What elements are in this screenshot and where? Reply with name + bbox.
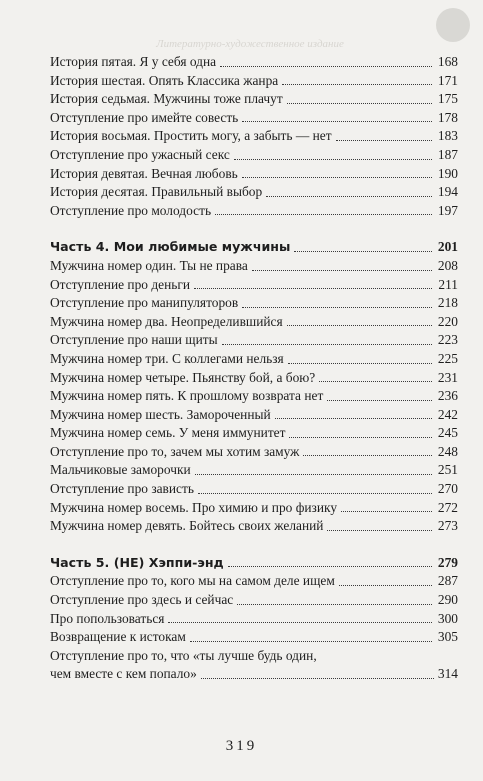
- part-title: Часть 5. (НЕ) Хэппи-энд: [50, 554, 224, 570]
- page-ref: 168: [437, 54, 458, 69]
- entry-title: Мальчиковые заморочки: [50, 462, 191, 478]
- toc-entry: [50, 294, 458, 313]
- dot-leader: [319, 381, 432, 382]
- page-ref: 220: [437, 313, 458, 329]
- dot-leader: [222, 344, 432, 345]
- page-ref: 225: [437, 350, 458, 366]
- page-ref: 194: [437, 184, 458, 200]
- page-number: 319: [225, 738, 258, 754]
- page-ref: 218: [437, 295, 458, 311]
- entry-title: Мужчина номер один. Ты не права: [50, 257, 248, 273]
- entry-title: История пятая. Я у себя одна: [50, 54, 217, 69]
- entry-title: История восьмая. Простить могу, а забыть — нет: [50, 128, 332, 144]
- page-ref: 245: [437, 425, 458, 441]
- page-ref: 190: [437, 165, 458, 181]
- toc-entry: [50, 461, 458, 480]
- toc-entry: [50, 257, 458, 276]
- page-ref: 223: [437, 332, 458, 348]
- toc-entry: [50, 313, 458, 332]
- toc-entry: [50, 369, 458, 388]
- dot-leader: [303, 455, 432, 456]
- toc-entry: [50, 591, 458, 610]
- page-ref: 171: [437, 72, 458, 88]
- dot-leader: [282, 84, 432, 85]
- toc-entry: [50, 387, 458, 406]
- entry-title: История шестая. Опять Классика жанра: [50, 72, 279, 88]
- dot-leader: [242, 177, 432, 178]
- page-ref: 314: [437, 666, 458, 682]
- toc-entry: [50, 406, 458, 425]
- entry-title: Мужчина номер четыре. Пьянству бой, а бою?: [50, 369, 316, 385]
- entry-title: Отступление про имейте совесть: [50, 109, 239, 125]
- page-ref: 248: [437, 443, 458, 459]
- entry-title: Мужчина номер восемь. Про химию и про физику: [50, 499, 338, 515]
- toc-entry: [50, 276, 458, 295]
- page-ref: 208: [437, 257, 458, 273]
- page-ref: 231: [437, 369, 458, 385]
- table-of-contents: [50, 53, 458, 684]
- toc-entry: [50, 183, 458, 202]
- toc-group-part3-tail: [50, 53, 458, 220]
- toc-entry-two-line: [50, 647, 458, 684]
- toc-entry: [50, 146, 458, 165]
- entry-title: Мужчина номер два. Неопределившийся: [50, 313, 283, 329]
- dot-leader: [289, 437, 432, 438]
- toc-entry: [50, 499, 458, 518]
- toc-entry: [50, 517, 458, 536]
- entry-title: Мужчина номер девять. Бойтесь своих желаний: [50, 518, 324, 534]
- dot-leader: [287, 103, 432, 104]
- dot-leader: [275, 418, 432, 419]
- dot-leader: [266, 196, 432, 197]
- page-ref: 290: [437, 592, 458, 608]
- dot-leader: [287, 325, 432, 326]
- toc-entry: [50, 109, 458, 128]
- page-ref: 187: [437, 146, 458, 162]
- publisher-seal-mark: [436, 8, 470, 42]
- toc-entry: [50, 480, 458, 499]
- dot-leader: [339, 585, 432, 586]
- entry-title: Отступление про деньги: [50, 276, 191, 292]
- dot-leader: [228, 566, 432, 567]
- page-ref: 270: [437, 481, 458, 497]
- entry-title: Мужчина номер три. С коллегами нельзя: [50, 350, 284, 366]
- dot-leader: [198, 493, 432, 494]
- toc-entry: [50, 72, 458, 91]
- toc-group-part4: [50, 257, 458, 536]
- page-ref: 305: [437, 629, 458, 645]
- toc-entry: [50, 53, 458, 72]
- dot-leader: [237, 604, 432, 605]
- entry-title: Мужчина номер шесть. Замороченный: [50, 406, 271, 422]
- dot-leader: [201, 678, 434, 679]
- toc-entry: [50, 628, 458, 647]
- dot-leader: [195, 474, 432, 475]
- entry-title: Отступление про зависть: [50, 481, 194, 497]
- entry-title: Мужчина номер семь. У меня иммунитет: [50, 425, 286, 441]
- toc-group-part5: [50, 572, 458, 646]
- page-ref: 242: [437, 406, 458, 422]
- dot-leader: [220, 66, 432, 67]
- entry-title: Отступление про то, кого мы на самом деле ищем: [50, 573, 335, 589]
- dot-leader: [327, 530, 432, 531]
- page-ref: 183: [437, 128, 458, 144]
- page-ref: 175: [437, 91, 458, 107]
- entry-title: История девятая. Вечная любовь: [50, 165, 238, 181]
- entry-title: Мужчина номер пять. К прошлому возврата нет: [50, 388, 324, 404]
- bleed-through-text: Литературно-художественное издание: [156, 38, 344, 50]
- entry-title: Про попользоваться: [50, 610, 165, 626]
- toc-entry: [50, 127, 458, 146]
- dot-leader: [294, 251, 432, 252]
- entry-title: История седьмая. Мужчины тоже плачут: [50, 91, 283, 107]
- entry-title: Отступление про манипуляторов: [50, 295, 239, 311]
- entry-title: Возвращение к истокам: [50, 629, 186, 645]
- toc-entry: [50, 331, 458, 350]
- toc-part-heading: [50, 554, 458, 573]
- page-ref: 251: [437, 462, 458, 478]
- part-title: Часть 4. Мои любимые мужчины: [50, 239, 291, 255]
- dot-leader: [242, 121, 432, 122]
- toc-entry: [50, 424, 458, 443]
- page-ref: 279: [437, 554, 458, 570]
- toc-entry: [50, 202, 458, 221]
- entry-title: Отступление про то, зачем мы хотим замуж: [50, 443, 300, 459]
- page-ref: 197: [437, 202, 458, 218]
- entry-title: Отступление про наши щиты: [50, 332, 218, 348]
- dot-leader: [194, 288, 432, 289]
- page-ref: 287: [437, 573, 458, 589]
- dot-leader: [234, 159, 432, 160]
- entry-title-line1: Отступление про то, что «ты лучше будь один,: [50, 647, 317, 663]
- dot-leader: [288, 363, 432, 364]
- dot-leader: [190, 641, 432, 642]
- entry-title: История десятая. Правильный выбор: [50, 184, 263, 200]
- toc-entry: [50, 350, 458, 369]
- page-ref: 201: [437, 239, 458, 255]
- entry-title: Отступление про молодость: [50, 202, 212, 218]
- page-ref: 300: [437, 610, 458, 626]
- dot-leader: [242, 307, 432, 308]
- dot-leader: [252, 270, 432, 271]
- page-ref: 272: [437, 499, 458, 515]
- dot-leader: [327, 400, 432, 401]
- page-ref: 273: [437, 518, 458, 534]
- toc-entry: [50, 572, 458, 591]
- dot-leader: [341, 511, 432, 512]
- page-ref: 236: [437, 388, 458, 404]
- toc-entry: [50, 90, 458, 109]
- entry-title: Отступление про здесь и сейчас: [50, 592, 234, 608]
- toc-part-heading: [50, 238, 458, 257]
- toc-entry: [50, 610, 458, 629]
- dot-leader: [168, 622, 432, 623]
- page-ref: 211: [438, 276, 458, 292]
- toc-entry: [50, 443, 458, 462]
- entry-title-line2: чем вместе с кем попало»: [50, 666, 197, 682]
- toc-entry: [50, 165, 458, 184]
- entry-title: Отступление про ужасный секс: [50, 146, 230, 162]
- dot-leader: [336, 140, 432, 141]
- page-ref: 178: [437, 109, 458, 125]
- dot-leader: [215, 214, 432, 215]
